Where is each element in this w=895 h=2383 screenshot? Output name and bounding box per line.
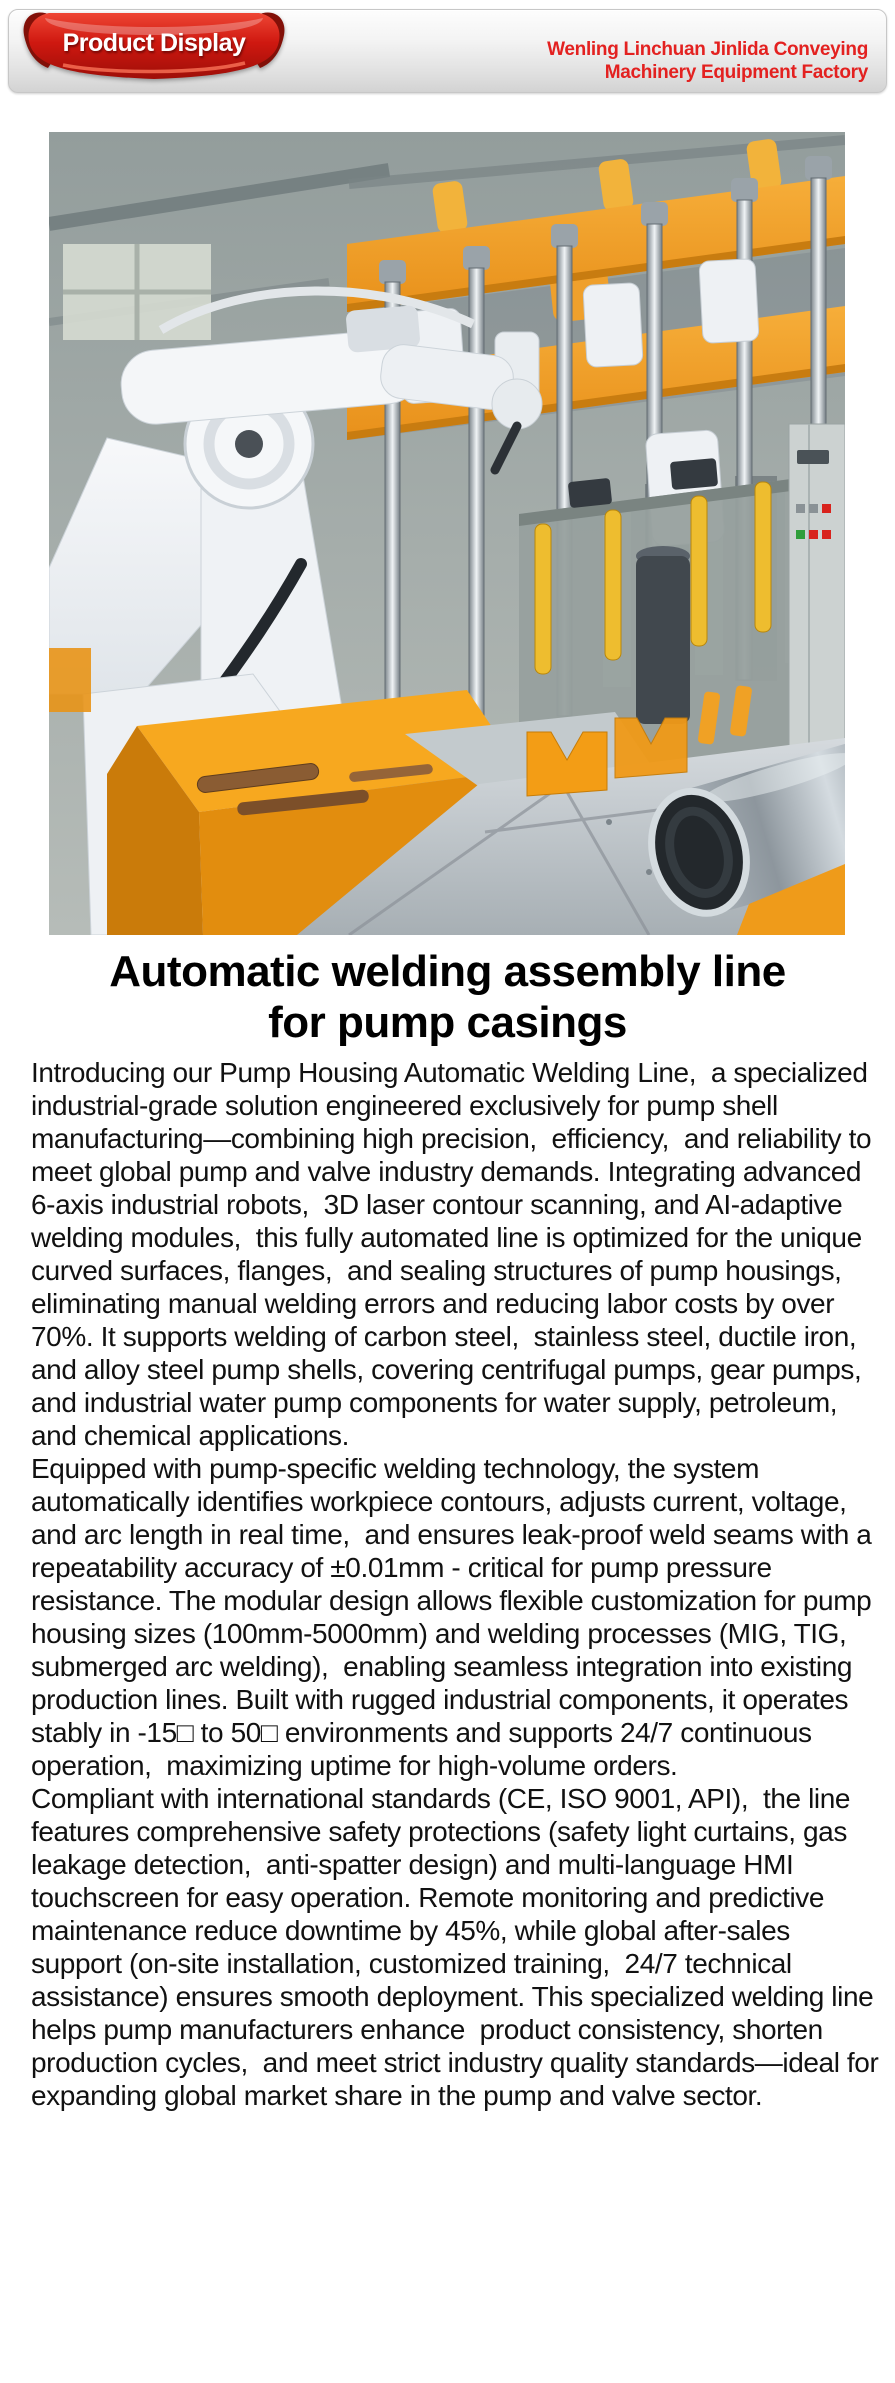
description-paragraph-1: Introducing our Pump Housing Automatic Welding Line, a specialized industrial-grade solution engineered exclusively for pump shell manufacturing—combining high precision, efficiency, and reliability to meet global pump and valve industry demands. Integrating advanced 6-axis industrial robots, 3D laser contour scanning, and AI-adaptive welding modules, this fully automated line is optimized for the unique curved surfaces, flanges, and sealing structures of pump housings, eliminating manual welding errors and reducing labor costs by over 70%. It supports welding of carbon steel, stainless steel, ductile iron, and alloy steel pump shells, covering centrifugal pumps, gear pumps, and industrial water pump components for water supply, petroleum, and chemical applications. <box>31 1057 879 1451</box>
product-description <box>31 1056 886 2112</box>
control-cabinet <box>789 424 845 754</box>
cabinet-indicator <box>796 504 805 513</box>
product-title: Automatic welding assembly line for pump casings <box>109 947 786 1047</box>
cabinet-indicator <box>796 530 805 539</box>
header-banner <box>8 9 887 93</box>
description-paragraph-3: Compliant with international standards (CE, ISO 9001, API), the line features comprehensive safety protections (safety light curtains, gas leakage detection, anti-spatter design) and multi-language HMI touchscreen for easy operation. Remote monitoring and predictive maintenance reduce downtime by 45%, while global after-sales support (on-site installation, customized training, 24/7 technical assistance) ensures smooth deployment. This specialized welding line helps pump manufacturers enhance product consistency, shorten production cycles, and meet strict industry quality standards—ideal for expanding global market share in the pump and valve sector. <box>31 1783 886 2111</box>
cabinet-indicator <box>809 530 818 539</box>
company-name-line2: Machinery Equipment Factory <box>604 62 868 83</box>
robot-joint-hub <box>235 430 263 458</box>
ribbon-label: Product Display <box>62 29 246 57</box>
company-name-line1: Wenling Linchuan Jinlida Conveying <box>547 39 868 60</box>
cabinet-indicator <box>809 504 818 513</box>
company-name <box>547 38 868 84</box>
product-photo <box>49 132 845 935</box>
cabinet-indicator <box>822 530 831 539</box>
description-paragraph-2: Equipped with pump-specific welding technology, the system automatically identifies workpiece contours, adjusts current, voltage, and arc length in real time, and ensures leak-proof weld seams with a repeatability accuracy of ±0.01mm - critical for pump pressure resistance. The modular design allows flexible customization for pump housing sizes (100mm-5000mm) and welding processes (MIG, TIG, submerged arc welding), enabling seamless integration into existing production lines. Built with rugged industrial components, it operates stably in -15□ to 50□ environments and supports 24/7 continuous operation, maximizing uptime for high-volume orders. <box>31 1453 879 1781</box>
cabinet-indicator <box>822 504 831 513</box>
welding-line-illustration <box>49 132 845 935</box>
product-display-ribbon <box>15 3 293 87</box>
